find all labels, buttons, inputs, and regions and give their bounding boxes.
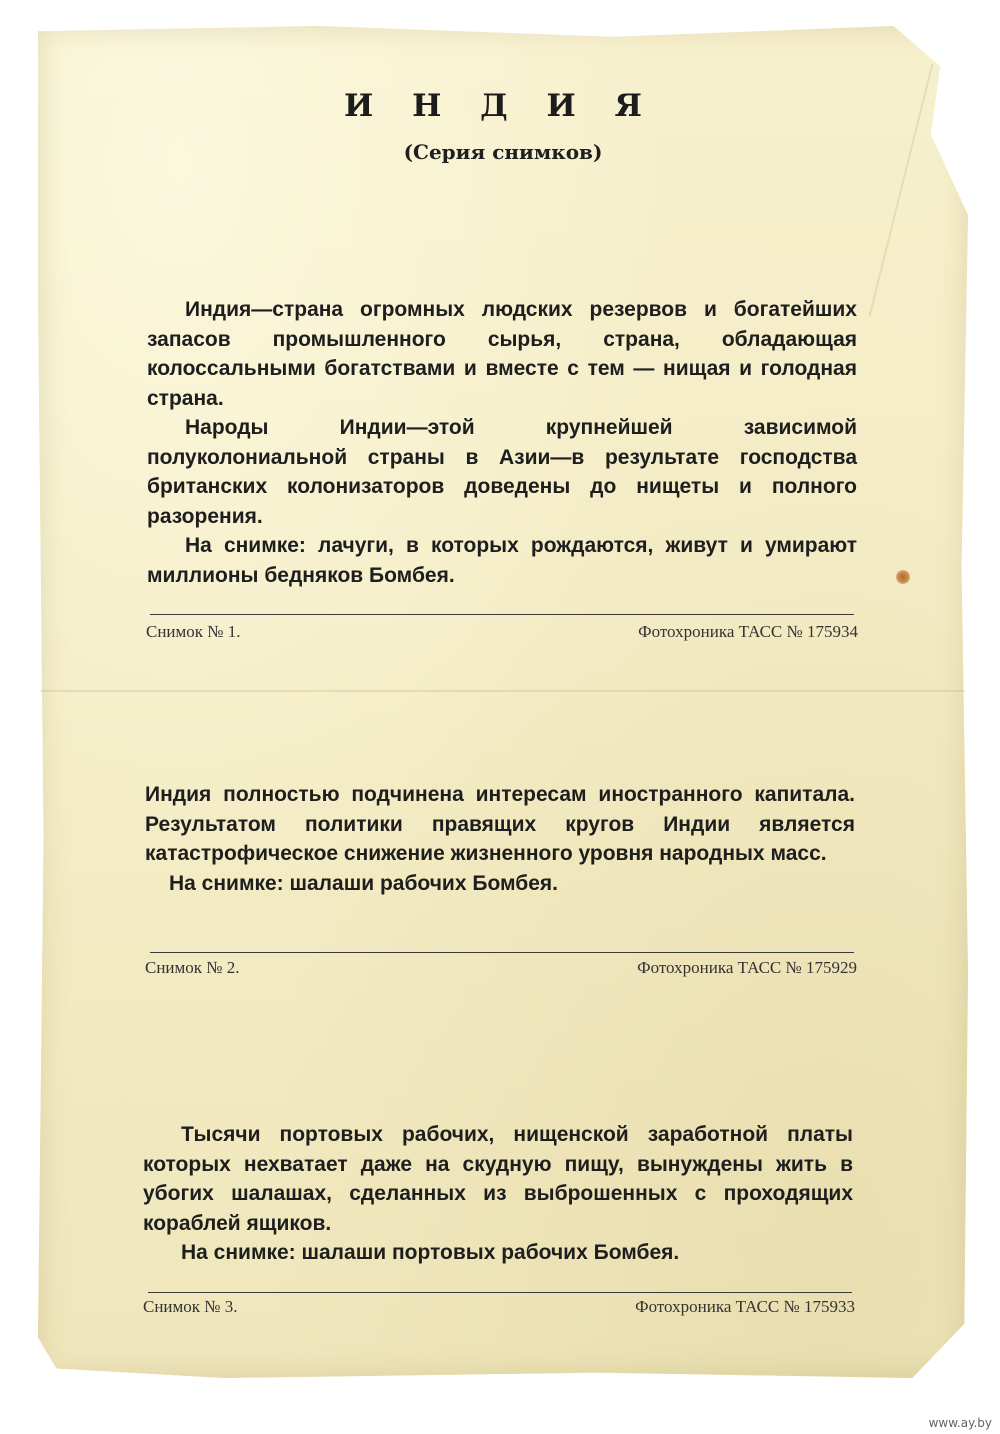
document-subtitle: (Серия снимков) <box>403 140 603 164</box>
section-1-rule <box>150 614 854 615</box>
paragraph: На снимке: шалаши портовых рабочих Бомбея. <box>181 1241 680 1264</box>
section-2-text <box>145 780 855 898</box>
paper-crease <box>40 690 965 692</box>
section-3-text <box>143 1120 853 1268</box>
caption-number: Снимок № 1. <box>146 622 241 641</box>
paragraph: Индия—страна огромных людских резервов и богатейших запасов промышленного сырья, страна, обладающая колоссальными богатствами и вместе с тем — нищая и голодная страна. <box>147 298 857 410</box>
document-title: И Н Д И Я <box>344 88 656 124</box>
caption-source: Фотохроника ТАСС № 175934 <box>638 622 858 641</box>
paragraph: На снимке: шалаши рабочих Бомбея. <box>169 871 558 895</box>
section-2-rule <box>150 952 854 953</box>
paragraph: Народы Индии—этой крупнейшей зависимой полуколониальной страны в Азии—в результате господства британских колонизаторов доведены до нищеты и полного разорения. <box>147 416 857 528</box>
caption-number: Снимок № 3. <box>143 1297 238 1316</box>
paragraph: Тысячи портовых рабочих, нищенской заработной платы которых нехватает даже на скудную пищу, вынуждены жить в убогих шалашах, сделанных из выброшенных с проходящих кораблей ящиков. <box>143 1123 853 1235</box>
site-watermark: www.ay.by <box>928 1416 992 1430</box>
section-1-text <box>147 295 857 590</box>
caption-source: Фотохроника ТАСС № 175933 <box>635 1297 855 1316</box>
caption-source: Фотохроника ТАСС № 175929 <box>637 958 857 977</box>
caption-number: Снимок № 2. <box>145 958 240 977</box>
paragraph: На снимке: лачуги, в которых рождаются, живут и умирают миллионы бедняков Бомбея. <box>147 534 857 587</box>
rust-stain <box>896 570 910 584</box>
section-3-rule <box>148 1292 852 1293</box>
paragraph: Индия полностью подчинена интересам иностранного капитала. Результатом политики правящих кругов Индии является катастрофическое снижение жизненного уровня народных масс. <box>145 783 855 865</box>
